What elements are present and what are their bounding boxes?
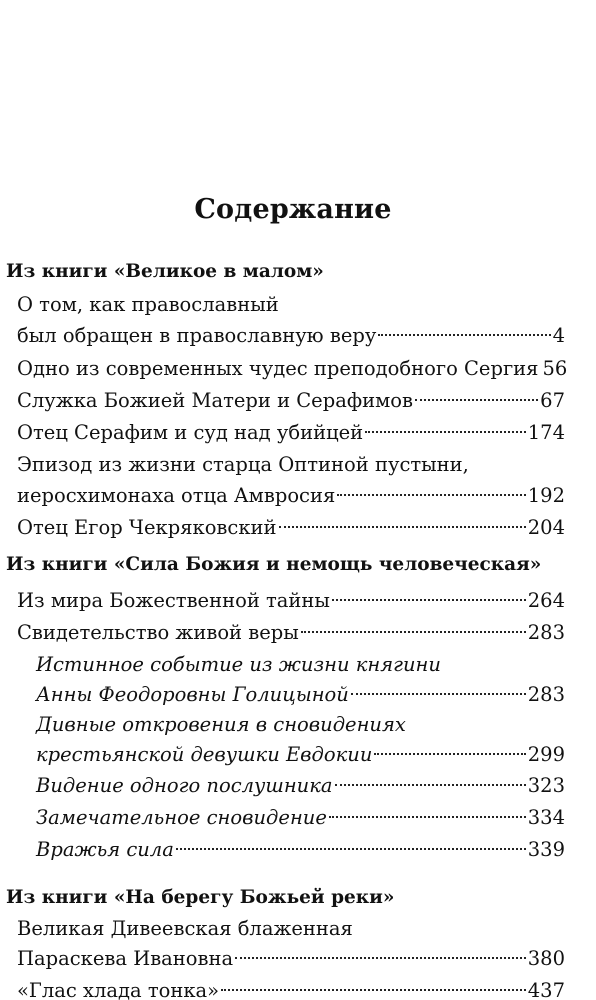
toc-entry[interactable]: [17, 354, 568, 384]
page-number: 380: [527, 947, 565, 970]
toc-entry-text: Служка Божией Матери и Серафимов: [17, 389, 413, 412]
page-number: 334: [527, 806, 565, 829]
toc-entry-text: Эпизод из жизни старца Оптиной пустыни,: [17, 453, 469, 476]
page-number: 204: [527, 516, 565, 539]
page-number: 323: [527, 774, 565, 797]
dot-leader: [235, 957, 526, 959]
dot-leader: [329, 816, 526, 818]
toc-subentry[interactable]: [36, 740, 565, 770]
toc-subentry[interactable]: [36, 835, 565, 865]
toc-entry-text: «Глас хлада тонка»: [17, 979, 220, 1000]
dot-leader: [301, 631, 526, 633]
toc-entry[interactable]: [17, 513, 565, 543]
toc-entry[interactable]: [17, 586, 565, 616]
dot-leader: [279, 526, 526, 528]
dot-leader: [176, 848, 526, 850]
dot-leader: [378, 334, 550, 336]
toc-entry[interactable]: [17, 321, 565, 351]
dot-leader: [374, 753, 525, 755]
toc-entry-text: Параскева Ивановна: [17, 947, 234, 970]
toc-entry[interactable]: [17, 481, 565, 511]
page-number: 192: [527, 484, 565, 507]
toc-entry[interactable]: [17, 944, 565, 974]
dot-leader: [335, 784, 526, 786]
section-heading-2: Из книги «Сила Божия и немощь человеческая»: [6, 554, 542, 575]
page-number: 339: [527, 838, 565, 861]
section-heading-3: Из книги «На берегу Божьей реки»: [6, 887, 395, 908]
page-number: 264: [527, 589, 565, 612]
page-number: 67: [540, 389, 565, 412]
section-heading-1: Из книги «Великое в малом»: [6, 261, 324, 282]
toc-subentry-text: Видение одного послушника: [36, 774, 333, 797]
toc-entry-text: Великая Дивеевская блаженная: [17, 917, 353, 940]
dot-leader: [337, 494, 525, 496]
toc-entry-text: Одно из современных чудес преподобного Сергия: [17, 357, 539, 380]
toc-entry[interactable]: [17, 386, 565, 416]
dot-leader: [365, 431, 526, 433]
page-number: 283: [527, 621, 565, 644]
toc-entry-text: Свидетельство живой веры: [17, 621, 299, 644]
dot-leader: [351, 693, 526, 695]
dot-leader: [332, 599, 526, 601]
toc-subentry-text: Анны Феодоровны Голицыной: [36, 683, 349, 706]
toc-entry-text: был обращен в православную веру: [17, 324, 377, 347]
toc-entry-text: Отец Серафим и суд над убийцей: [17, 421, 364, 444]
toc-entry-text: Отец Егор Чекряковский: [17, 516, 277, 539]
dot-leader: [221, 989, 526, 991]
page-number: 283: [527, 683, 565, 706]
toc-entry[interactable]: [17, 618, 565, 648]
toc-subentry-text: Замечательное сновидение: [36, 806, 327, 829]
page-number: 299: [527, 743, 565, 766]
toc-entry-text: О том, как православный: [17, 293, 279, 316]
toc-entry[interactable]: [17, 976, 565, 1000]
toc-subentry-text: Истинное событие из жизни княгини: [36, 653, 441, 676]
toc-entry[interactable]: [17, 418, 565, 448]
page-number: 56: [542, 357, 568, 380]
page-number: 4: [552, 324, 565, 347]
toc-entry-text: иеросхимонаха отца Амвросия: [17, 484, 336, 507]
page-number: 437: [527, 979, 565, 1000]
toc-subentry-text: Вражья сила: [36, 838, 174, 861]
dot-leader: [415, 399, 538, 401]
toc-title: Содержание: [194, 194, 392, 225]
toc-subentry[interactable]: [36, 771, 565, 801]
page-number: 174: [527, 421, 565, 444]
toc-entry-text: Из мира Божественной тайны: [17, 589, 330, 612]
toc-subentry-text: крестьянской девушки Евдокии: [36, 743, 373, 766]
toc-subentry[interactable]: [36, 803, 565, 833]
toc-subentry-text: Дивные откровения в сновидениях: [36, 713, 406, 736]
toc-subentry[interactable]: [36, 680, 565, 710]
